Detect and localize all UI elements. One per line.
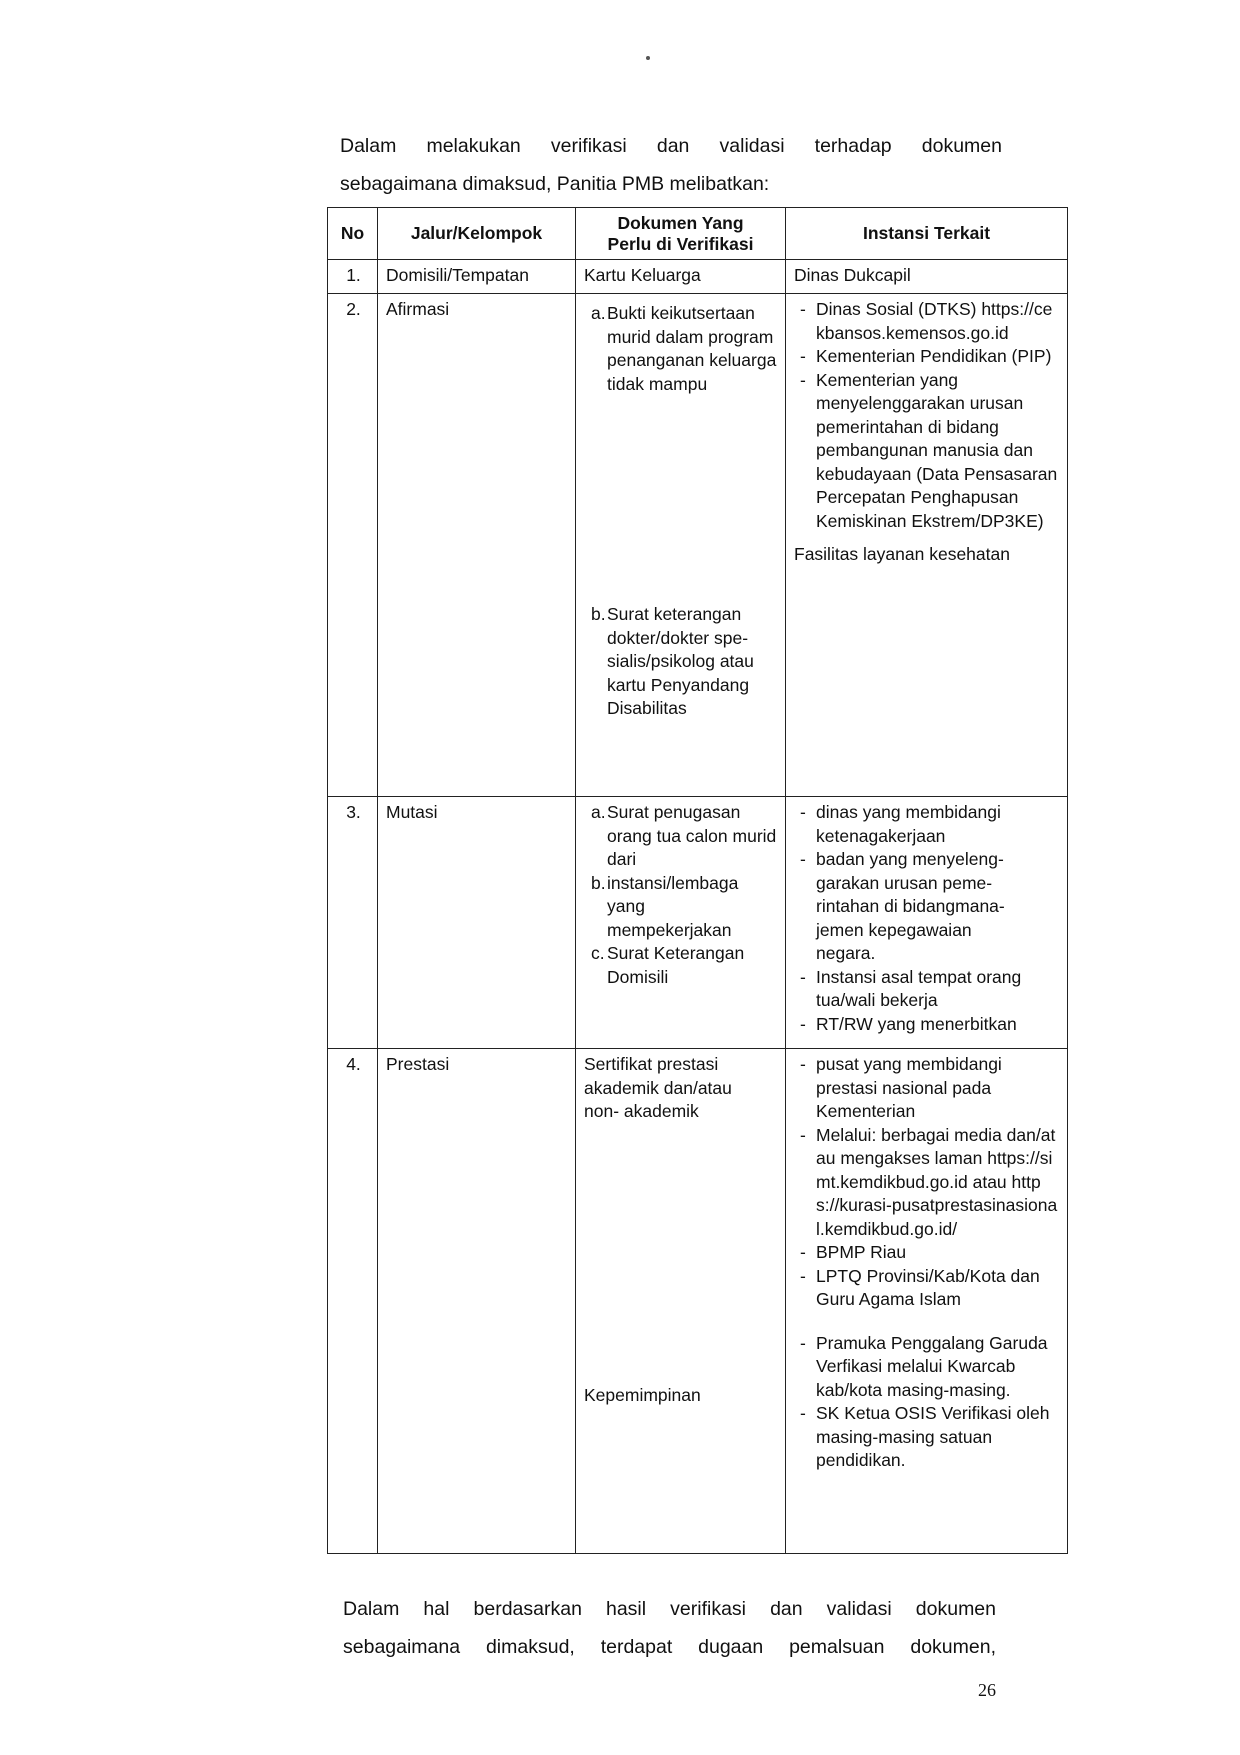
table-row (328, 797, 1068, 1049)
row-1-no: 1. (328, 260, 378, 294)
list-item (800, 801, 1061, 848)
instansi-extra: Fasilitas layanan kesehatan (794, 544, 1010, 564)
list-item (591, 872, 779, 943)
list-item (800, 1124, 1061, 1242)
list-item (591, 942, 779, 989)
list-marker: - (800, 1265, 806, 1286)
list-marker: c. (591, 943, 605, 963)
list-text: badan yang menyeleng-garakan urusan peme-rintahan di bidangmana-jemen kepegawaian negara. (816, 849, 1005, 963)
list-marker: - (800, 346, 806, 366)
list-marker: - (800, 802, 806, 822)
header-dokumen-line-1: Dokumen Yang (617, 212, 744, 233)
intro-line-2: sebagaimana dimaksud, Panitia PMB melibatkan: (340, 173, 770, 195)
list-item (800, 848, 1061, 966)
header-dokumen (576, 208, 786, 260)
intro-line-1: Dalam melakukan verifikasi dan validasi terhadap dokumen (340, 135, 1002, 157)
table-header-row (328, 208, 1068, 260)
list-marker: - (800, 1054, 806, 1074)
row-1-dokumen: Kartu Keluarga (576, 260, 786, 294)
row-2-dokumen (576, 294, 786, 797)
list-marker: - (800, 1332, 806, 1353)
row-3-jalur: Mutasi (378, 797, 576, 1049)
list-item (800, 345, 1061, 369)
list-text: Bukti keikutsertaan murid dalam program penanganan keluarga tidak mampu (607, 303, 777, 394)
row-1-jalur: Domisili/Tempatan (378, 260, 576, 294)
list-item (591, 801, 779, 872)
closing-paragraph (343, 1590, 996, 1666)
table-row (328, 1049, 1068, 1554)
list-text: Surat Keterangan Domisili (607, 943, 745, 987)
list-marker: a. (591, 802, 606, 822)
list-marker: - (800, 966, 806, 987)
list-item (800, 1332, 1061, 1403)
row-4-instansi (786, 1049, 1068, 1554)
row-4-no: 4. (328, 1049, 378, 1554)
list-text: Kementerian Pendidikan (PIP) (816, 346, 1052, 366)
list-text: Kementerian yang menyelenggarakan urusan pemerintahan di bidang pembangunan manusia dan kebudayaan (Data Pensasaran Percepatan Penghapusan Kemiskinan Ekstrem/DP3KE) (816, 369, 1058, 531)
list-text: dinas yang membidangi ketenagakerjaan (816, 802, 1001, 846)
list-text: SK Ketua OSIS Verifikasi oleh masing-masing satuan pendidikan. (816, 1403, 1050, 1470)
list-marker: - (800, 299, 806, 319)
list-marker: - (800, 1124, 806, 1145)
list-text: BPMP Riau (816, 1242, 907, 1262)
closing-line-1: Dalam hal berdasarkan hasil verifikasi dan validasi dokumen (343, 1598, 996, 1620)
list-item (591, 603, 779, 721)
row-2-jalur: Afirmasi (378, 294, 576, 797)
list-text: instansi/lembaga yang mempekerjakan (607, 872, 739, 940)
row-3-instansi (786, 797, 1068, 1049)
list-marker: - (800, 849, 806, 869)
list-text: LPTQ Provinsi/Kab/Kota dan Guru Agama Islam (816, 1265, 1040, 1309)
list-marker: - (800, 1403, 806, 1423)
list-marker: b. (591, 872, 606, 893)
header-jalur: Jalur/Kelompok (378, 208, 576, 260)
row-2-no: 2. (328, 294, 378, 797)
list-marker: - (800, 1013, 806, 1034)
row-4-dokumen (576, 1049, 786, 1554)
row-3-dokumen (576, 797, 786, 1049)
list-marker: - (800, 1242, 806, 1262)
header-no: No (328, 208, 378, 260)
closing-line-2: sebagaimana dimaksud, terdapat dugaan pemalsuan dokumen, (343, 1636, 996, 1658)
list-item (800, 1053, 1061, 1124)
list-item (591, 298, 779, 396)
row-4-jalur: Prestasi (378, 1049, 576, 1554)
list-item (800, 298, 1061, 345)
page-number: 26 (978, 1680, 996, 1700)
list-text: RT/RW yang menerbitkan (816, 1013, 1017, 1034)
list-text: pusat yang membidangi prestasi nasional pada Kementerian (816, 1054, 1002, 1121)
table-row (328, 294, 1068, 797)
row-3-no: 3. (328, 797, 378, 1049)
list-text: Pramuka Penggalang Garuda Verfikasi melalui Kwarcab kab/kota masing-masing. (816, 1332, 1048, 1400)
verification-table (327, 207, 1068, 1554)
list-marker: - (800, 369, 806, 390)
list-item (800, 1402, 1061, 1473)
row-2-instansi (786, 294, 1068, 797)
list-text: Instansi asal tempat orang tua/wali bekerja (816, 966, 1022, 1010)
table-row (328, 260, 1068, 294)
row-4-dokumen-1: Sertifikat prestasi akademik dan/atau non- akademik (584, 1054, 732, 1121)
header-dokumen-line-2: Perlu di Verifikasi (607, 233, 754, 254)
list-marker: b. (591, 604, 606, 624)
list-text: Surat keterangan dokter/dokter spe-sialis/psikolog atau kartu Penyandang Disabilitas (607, 604, 754, 718)
list-text: Surat penugasan orang tua calon murid dari (607, 802, 777, 869)
list-item (800, 1013, 1061, 1037)
list-marker: a. (591, 303, 606, 323)
intro-paragraph (340, 127, 1002, 203)
list-item (800, 1241, 1061, 1265)
list-item (800, 369, 1061, 534)
scan-speck (646, 56, 650, 60)
list-text: Dinas Sosial (DTKS) https://cekbansos.kemensos.go.id (816, 299, 1053, 343)
list-text: Melalui: berbagai media dan/atau mengakses laman https://simt.kemdikbud.go.id atau https://kurasi-pusatprestasinasional.kemdikbud.go.id/ (816, 1124, 1058, 1239)
row-1-instansi: Dinas Dukcapil (786, 260, 1068, 294)
header-instansi: Instansi Terkait (786, 208, 1068, 260)
list-item (800, 1265, 1061, 1312)
list-item (800, 966, 1061, 1013)
row-4-dokumen-2: Kepemimpinan (584, 1384, 701, 1405)
